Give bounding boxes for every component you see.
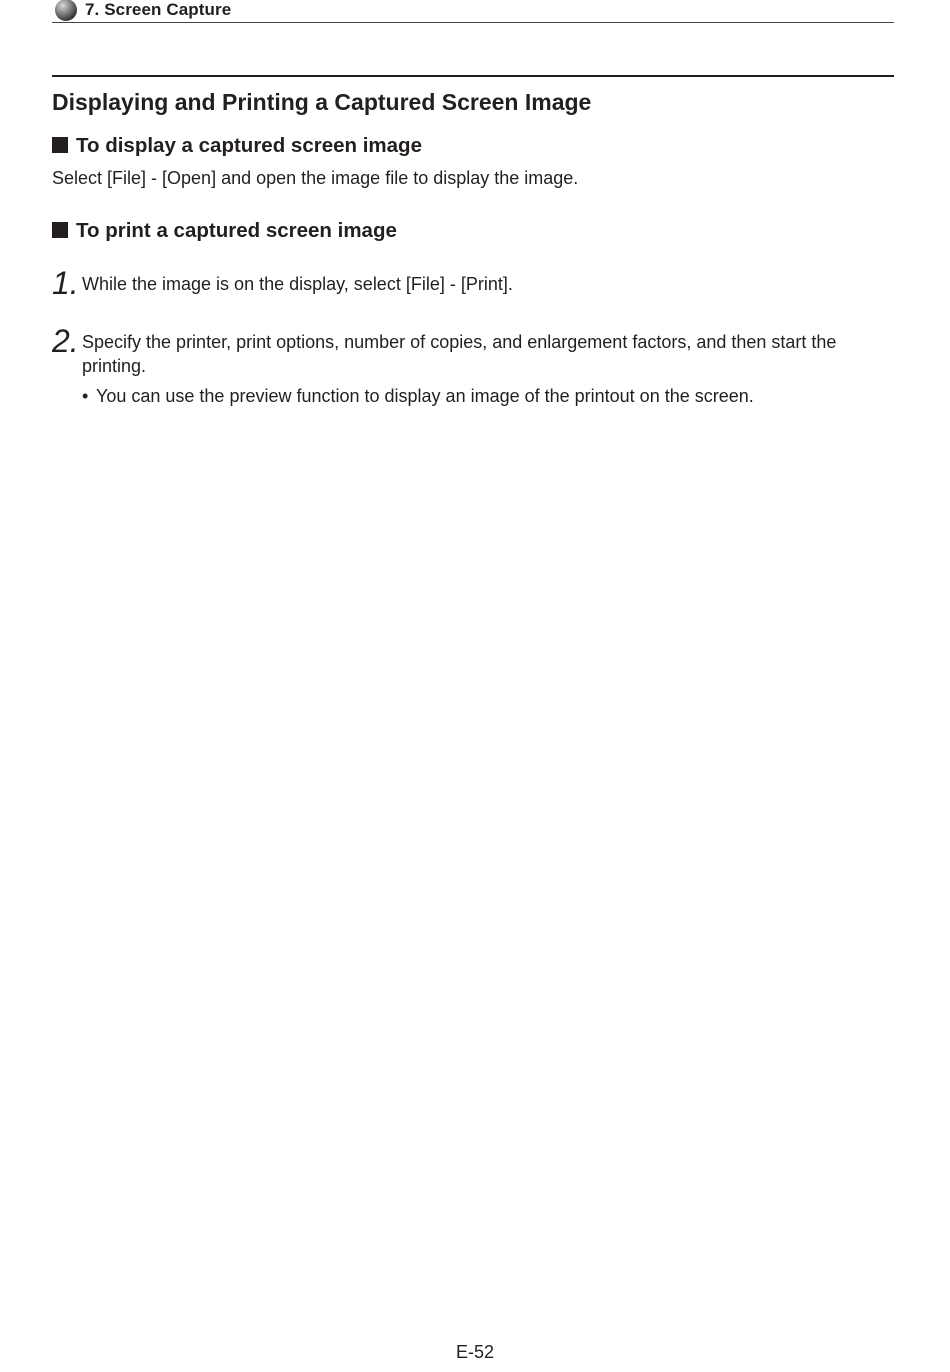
running-header — [52, 0, 894, 23]
display-instructions: Select [File] - [Open] and open the image file to display the image. — [52, 168, 579, 188]
section-heading-print — [52, 218, 397, 244]
square-bullet-icon — [52, 222, 68, 238]
step-number: 2. — [52, 323, 79, 359]
page-title: Displaying and Printing a Captured Screen Image — [52, 89, 592, 115]
step-number: 1. — [52, 265, 79, 301]
preview-note — [82, 384, 894, 408]
step-text: Specify the printer, print options, number of copies, and enlargement factors, and then start the printing. — [82, 332, 837, 376]
preview-note-text: You can use the preview function to display an image of the printout on the screen. — [96, 386, 754, 406]
square-bullet-icon — [52, 137, 68, 153]
section-heading-display-text: To display a captured screen image — [76, 134, 422, 157]
title-divider — [52, 75, 894, 77]
chapter-label: 7. Screen Capture — [85, 0, 232, 19]
section-heading-print-text: To print a captured screen image — [76, 219, 397, 242]
bullet-dot: • — [82, 386, 89, 406]
sphere-bullet-icon — [55, 0, 77, 21]
page-number: E-52 — [455, 1342, 495, 1362]
section-heading-display — [52, 133, 422, 159]
step-text: While the image is on the display, select [File] - [Print]. — [82, 274, 513, 294]
